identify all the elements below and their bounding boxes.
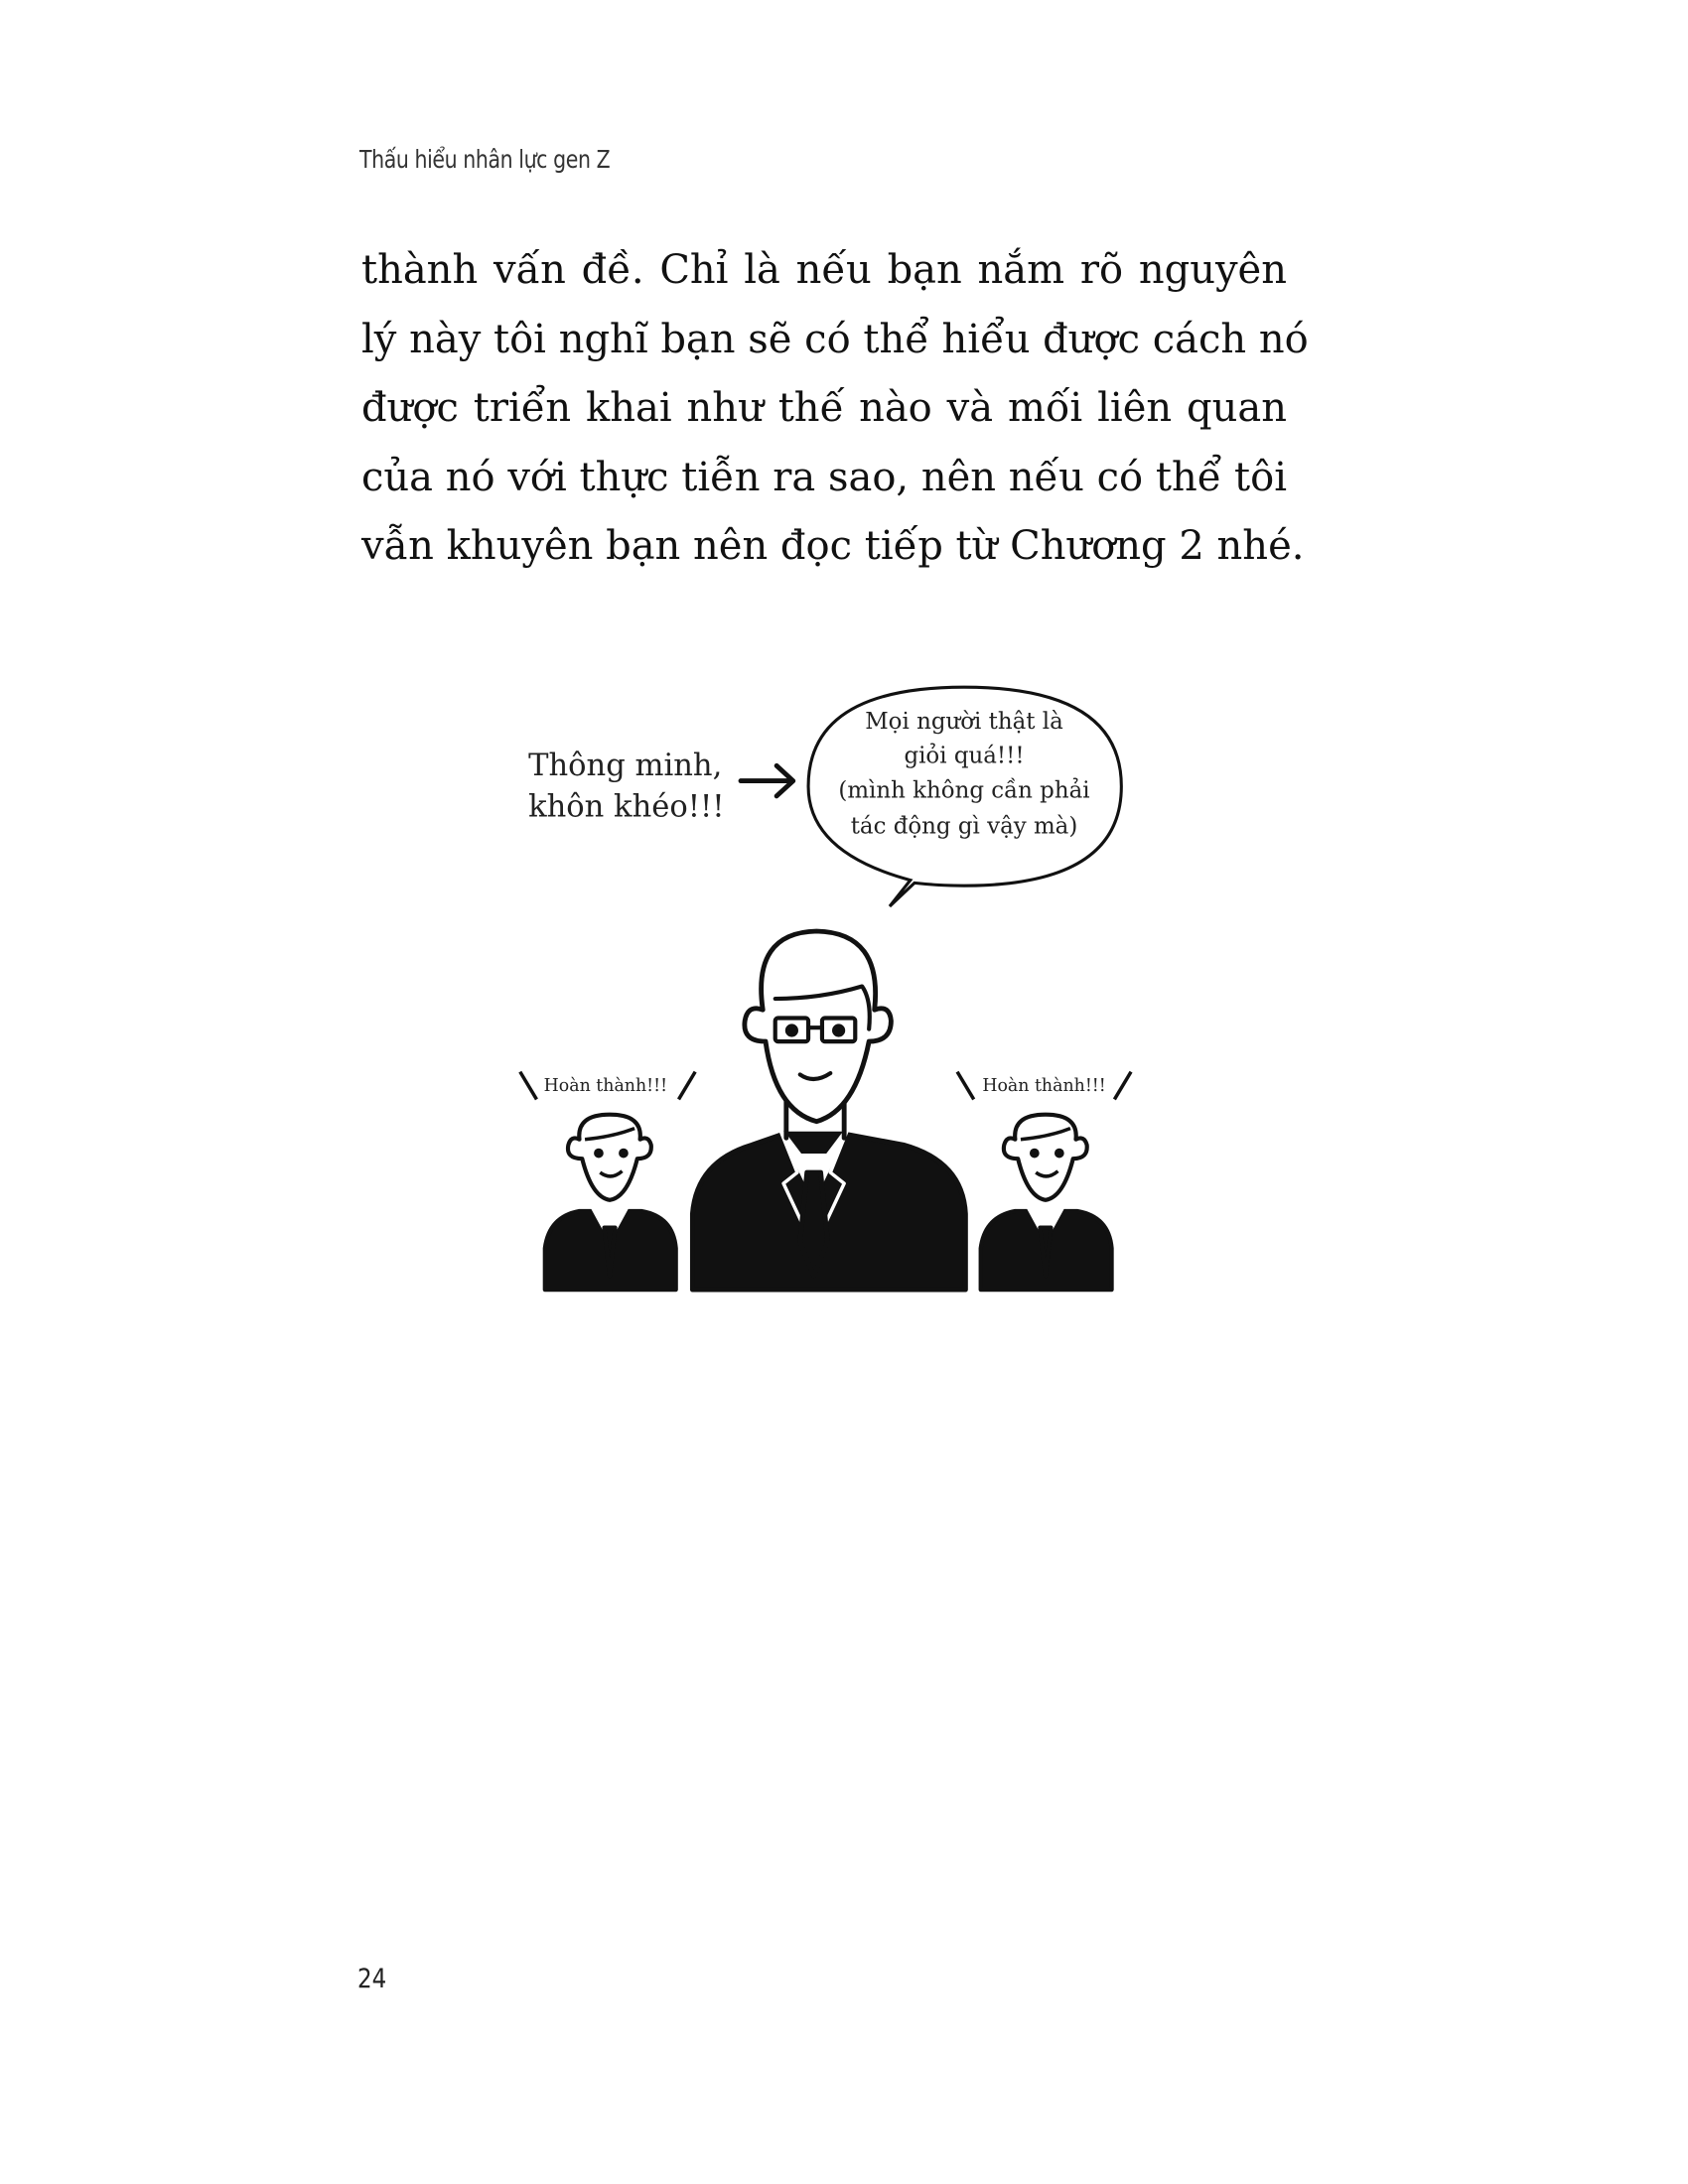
left-shout: Hoàn thành!!! xyxy=(543,1076,668,1097)
body-line: lý này tôi nghĩ bạn sẽ có thể hiểu được cách nó xyxy=(361,316,1309,362)
arrow-right-icon xyxy=(741,765,793,796)
body-line: vẫn khuyên bạn nên đọc tiếp từ Chương 2 nhé. xyxy=(361,523,1305,569)
bubble-line: Mọi người thật là xyxy=(865,708,1063,735)
body-line: thành vấn đề. Chỉ là nếu bạn nắm rõ nguyên xyxy=(361,247,1287,293)
team-member-left xyxy=(545,1115,676,1290)
label-line: Thông minh, xyxy=(528,749,723,784)
team-member-right xyxy=(981,1115,1112,1290)
label-line: khôn khéo!!! xyxy=(528,789,725,825)
bubble-line: giỏi quá!!! xyxy=(904,743,1025,769)
illustration-manager-and-team xyxy=(510,683,1145,1303)
page-number: 24 xyxy=(357,1964,387,1994)
bubble-line: tác động gì vậy mà) xyxy=(850,813,1078,840)
body-paragraph xyxy=(361,236,1309,582)
running-title: Thấu hiểu nhân lực gen Z xyxy=(359,145,611,174)
body-line: được triển khai như thế nào và mối liên quan xyxy=(361,385,1287,431)
bubble-line: (mình không cần phải xyxy=(838,777,1090,804)
body-line: của nó với thực tiễn ra sao, nên nếu có thể tôi xyxy=(361,454,1287,500)
manager-figure xyxy=(692,931,965,1290)
right-shout: Hoàn thành!!! xyxy=(982,1076,1106,1097)
